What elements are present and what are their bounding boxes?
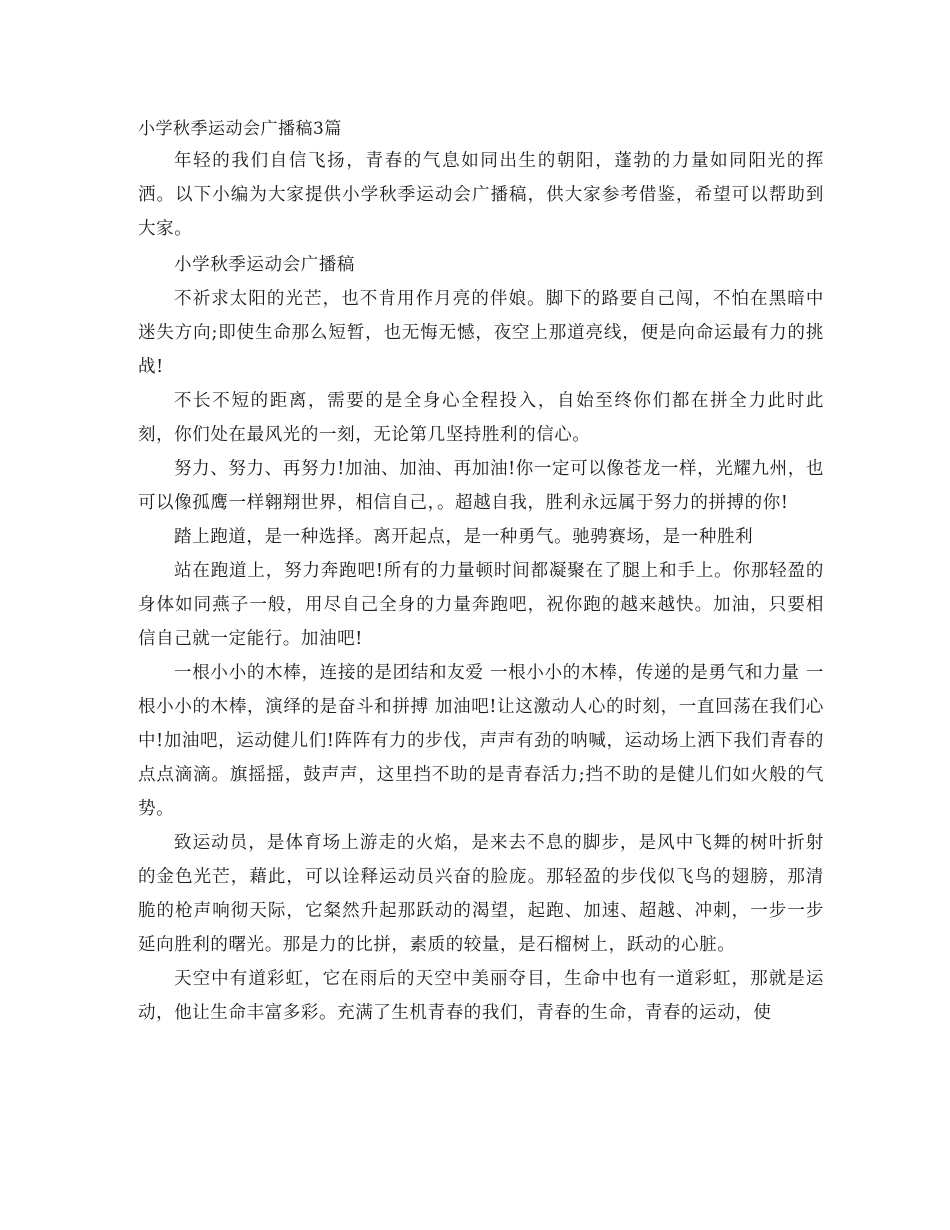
section-heading: 小学秋季运动会广播稿 <box>174 255 355 275</box>
intro-paragraph: 年轻的我们自信飞扬，青春的气息如同出生的朝阳，蓬勃的力量如同阳光的挥洒。以下小编为大家提供小学秋季运动会广播稿，供大家参考借鉴，希望可以帮助到大家。 <box>138 151 824 239</box>
document-title: 小学秋季运动会广播稿3篇 <box>138 119 342 139</box>
body-paragraph: 致运动员，是体育场上游走的火焰，是来去不息的脚步，是风中飞舞的树叶折射的金色光芒，藉此，可以诠释运动员兴奋的脸庞。那轻盈的步伐似飞鸟的翅膀，那清脆的枪声响彻天际，它粲然升起那跃动的渴望，起跑、加速、超越、冲刺，一步一步延向胜利的曙光。那是力的比拼，素质的较量，是石榴树上，跃动的心脏。 <box>138 833 824 955</box>
body-paragraph: 努力、努力、再努力!加油、加油、再加油!你一定可以像苍龙一样，光耀九州，也可以像孤鹰一样翱翔世界，相信自己，。超越自我，胜利永远属于努力的拼搏的你! <box>138 459 824 513</box>
body-paragraph: 不长不短的距离，需要的是全身心全程投入，自始至终你们都在拼全力此时此刻，你们处在最风光的一刻，无论第几坚持胜利的信心。 <box>138 391 824 445</box>
body-paragraph: 踏上跑道，是一种选择。离开起点，是一种勇气。驰骋赛场，是一种胜利 <box>174 527 754 547</box>
body-paragraph: 一根小小的木棒，连接的是团结和友爱 一根小小的木棒，传递的是勇气和力量 一根小小的木棒，演绎的是奋斗和拼搏 加油吧!让这激动人心的时刻，一直回荡在我们心中!加油吧，运动健儿们!阵阵有力的步伐，声声有劲的呐喊，运动场上洒下我们青春的点点滴滴。旗摇摇，鼓声声，这里挡不助的是青春活力;挡不助的是健儿们如火般的气势。 <box>138 663 824 819</box>
document-page <box>138 114 824 1030</box>
body-paragraph: 站在跑道上，努力奔跑吧!所有的力量顿时间都凝聚在了腿上和手上。你那轻盈的身体如同燕子一般，用尽自己全身的力量奔跑吧，祝你跑的越来越快。加油，只要相信自己就一定能行。加油吧! <box>138 561 824 649</box>
body-paragraph: 不祈求太阳的光芒，也不肯用作月亮的伴娘。脚下的路要自己闯，不怕在黑暗中迷失方向;即使生命那么短暂，也无悔无憾，夜空上那道亮线，便是向命运最有力的挑战! <box>138 289 824 377</box>
body-paragraph: 天空中有道彩虹，它在雨后的天空中美丽夺目，生命中也有一道彩虹，那就是运动，他让生命丰富多彩。充满了生机青春的我们，青春的生命，青春的运动，使 <box>138 969 824 1023</box>
